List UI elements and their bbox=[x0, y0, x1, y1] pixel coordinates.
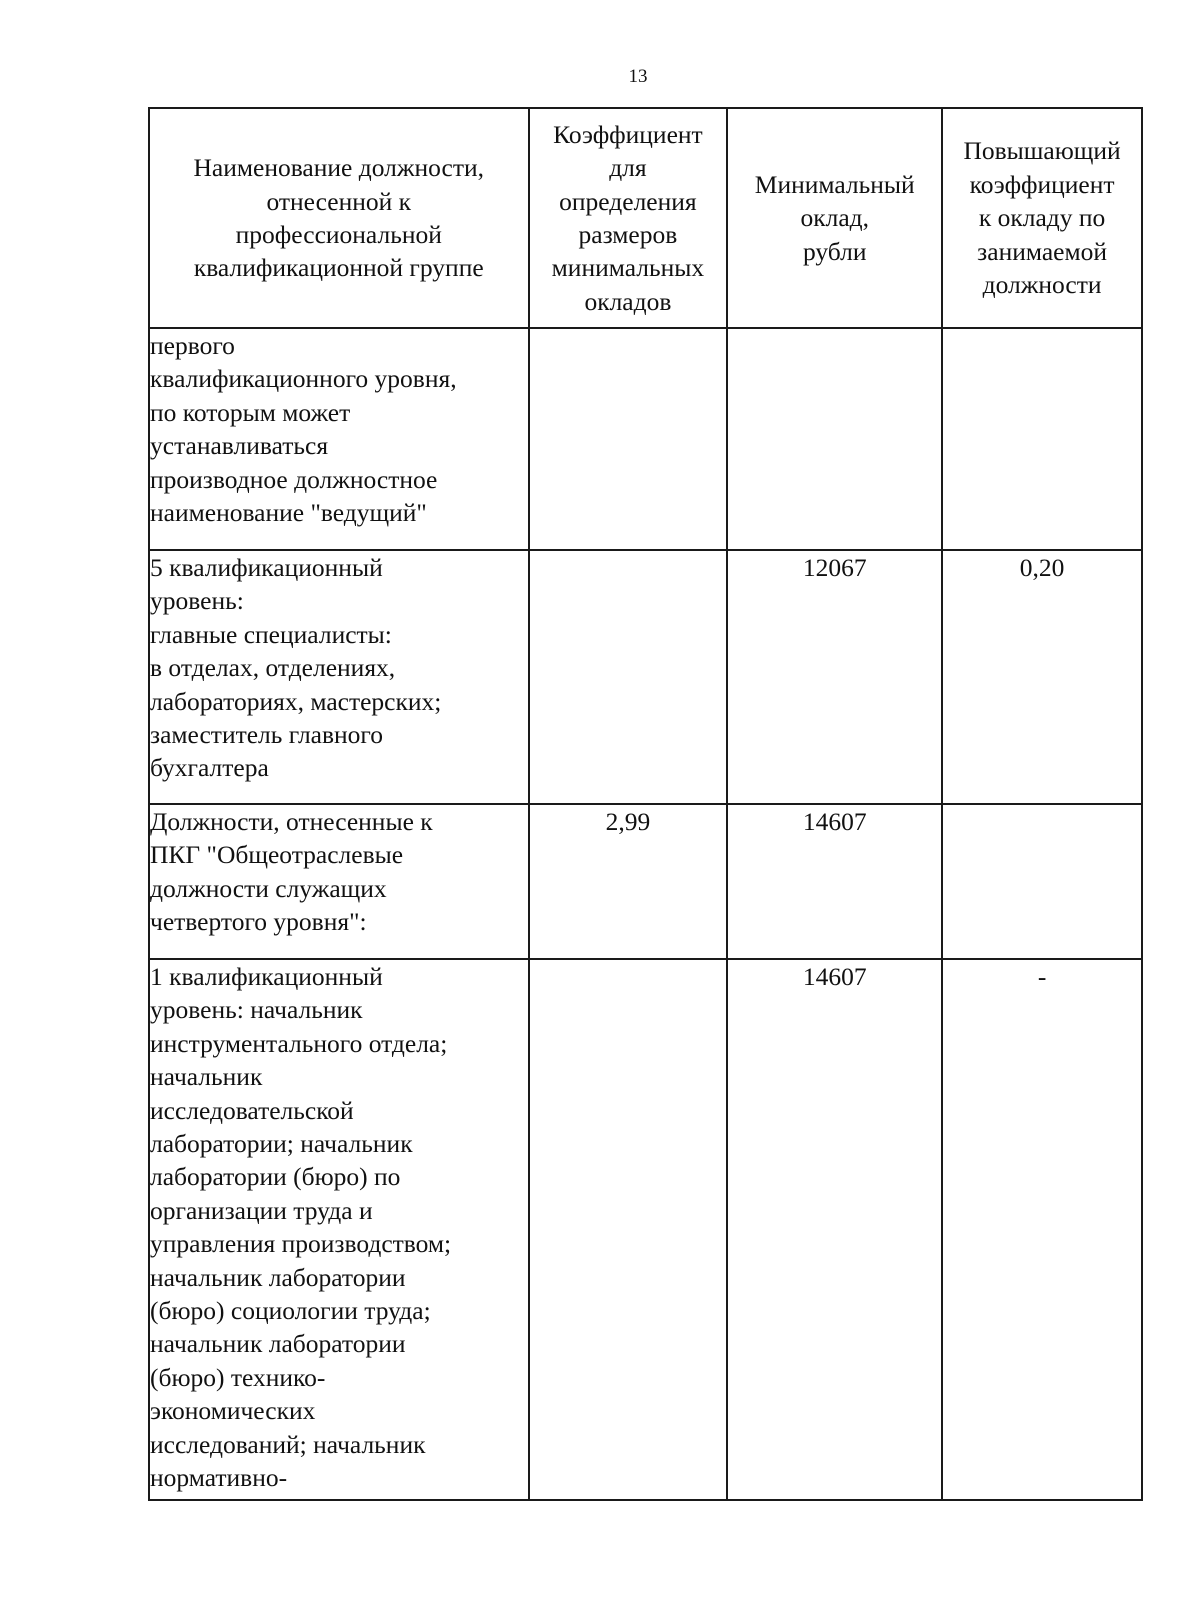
header-min-salary: Минимальный оклад, рубли bbox=[727, 108, 942, 328]
salary-table bbox=[148, 107, 1143, 1501]
raise-coefficient-cell: 0,20 bbox=[942, 550, 1142, 804]
coefficient-cell bbox=[529, 328, 728, 550]
page-number: 13 bbox=[628, 66, 648, 87]
coefficient-cell: 2,99 bbox=[529, 804, 728, 959]
header-raise-coefficient: Повышающий коэффициент к окладу по занимаемой должности bbox=[942, 108, 1142, 328]
position-name-cell: первого квалификационного уровня, по которым может устанавливаться производное должностное наименование "ведущий" bbox=[149, 328, 529, 550]
position-name-cell: Должности, отнесенные к ПКГ "Общеотраслевые должности служащих четвертого уровня": bbox=[149, 804, 529, 959]
min-salary-cell: 14607 bbox=[727, 959, 942, 1500]
table-row bbox=[149, 550, 1142, 804]
table-header-row bbox=[149, 108, 1142, 328]
min-salary-cell: 14607 bbox=[727, 804, 942, 959]
raise-coefficient-cell bbox=[942, 804, 1142, 959]
min-salary-cell: 12067 bbox=[727, 550, 942, 804]
header-position-name: Наименование должности, отнесенной к профессиональной квалификационной группе bbox=[149, 108, 529, 328]
raise-coefficient-cell bbox=[942, 328, 1142, 550]
position-name-cell: 1 квалификационный уровень: начальник инструментального отдела; начальник исследовательской лаборатории; начальник лаборатории (бюро) по организации труда и управления производством; начальник лаборатории (бюро) социологии труда; начальник лаборатории (бюро) технико- экономических исследований; начальник нормативно- bbox=[149, 959, 529, 1500]
header-coefficient: Коэффициент для определения размеров минимальных окладов bbox=[529, 108, 728, 328]
raise-coefficient-cell: - bbox=[942, 959, 1142, 1500]
table-row bbox=[149, 959, 1142, 1500]
table-row bbox=[149, 328, 1142, 550]
coefficient-cell bbox=[529, 959, 728, 1500]
position-name-cell: 5 квалификационный уровень: главные специалисты: в отделах, отделениях, лабораториях, мастерских; заместитель главного бухгалтера bbox=[149, 550, 529, 804]
table-row bbox=[149, 804, 1142, 959]
coefficient-cell bbox=[529, 550, 728, 804]
min-salary-cell bbox=[727, 328, 942, 550]
